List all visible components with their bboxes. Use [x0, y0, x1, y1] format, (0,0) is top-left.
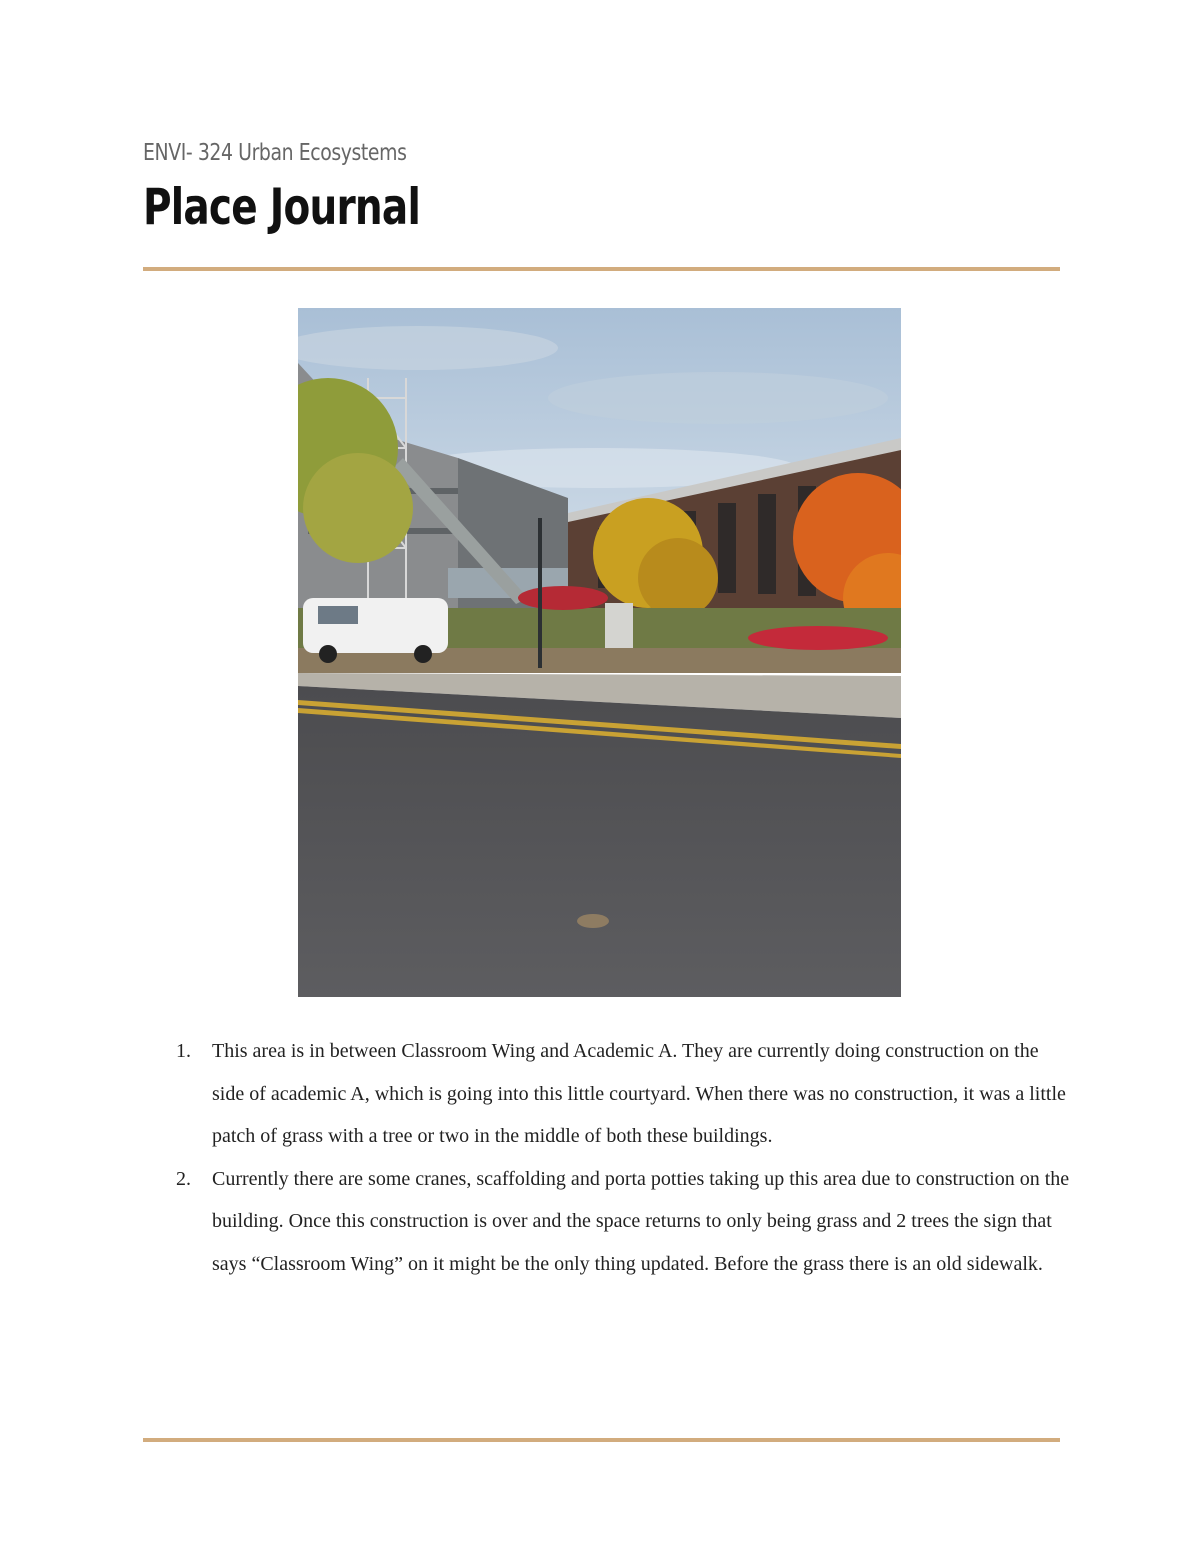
- list-item-text: Currently there are some cranes, scaffolding and porta potties taking up this area due to construction on the building. Once this construction is over and the space returns to only being grass and 2 trees the sign that says “Classroom Wing” on it might be the only thing updated. Before the grass there is an old sidewalk.: [212, 1167, 1070, 1275]
- course-subtitle: ENVI- 324 Urban Ecosystems: [143, 140, 407, 166]
- top-divider: [143, 267, 1060, 271]
- page-title: Place Journal: [143, 178, 421, 236]
- list-item-text: This area is in between Classroom Wing and Academic A. They are currently doing construction on the side of academic A, which is going into this little courtyard. When there was no construction, it was a little patch of grass with a tree or two in the middle of both these buildings.: [212, 1040, 1066, 1147]
- list-item: [170, 1030, 1070, 1158]
- bottom-divider: [143, 1438, 1060, 1442]
- courtyard-construction-photo: [298, 308, 901, 997]
- list-item: [170, 1158, 1070, 1286]
- list-item-number: 1.: [176, 1040, 191, 1062]
- journal-entries: [170, 1030, 1070, 1285]
- list-item-number: 2.: [176, 1167, 191, 1190]
